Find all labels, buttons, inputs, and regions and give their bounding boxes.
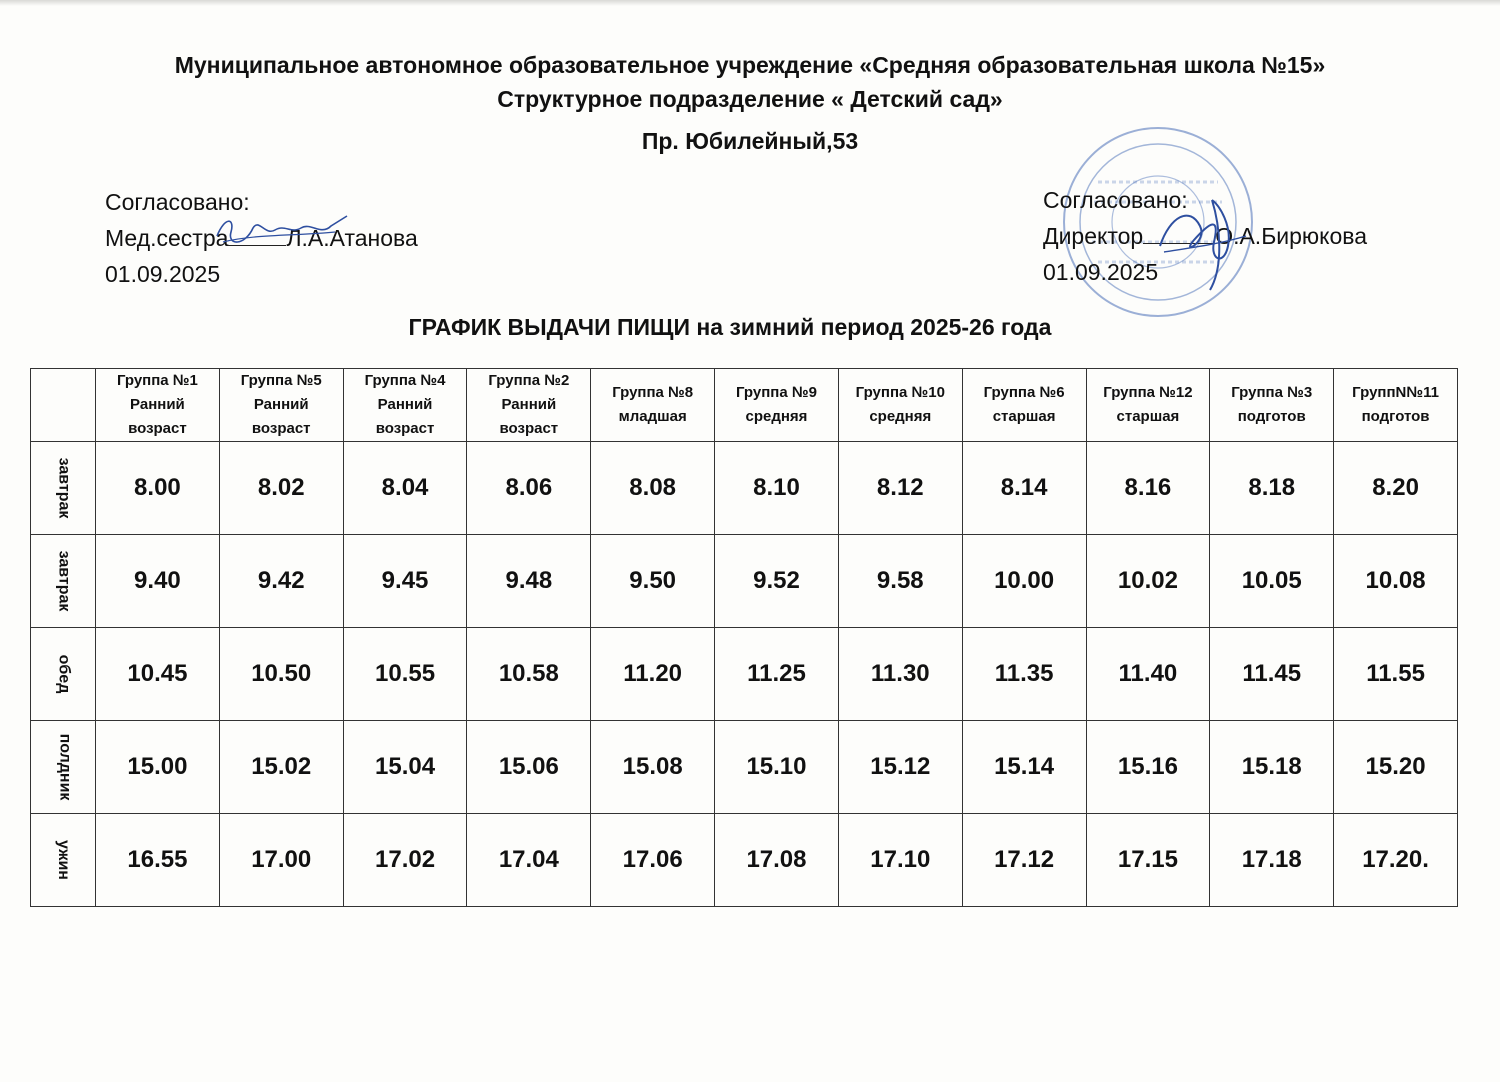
approval-label: Согласовано: (105, 189, 250, 215)
group-column-header (467, 369, 591, 442)
approval-person: Л.А.Атанова (286, 225, 418, 251)
serving-time-cell: 15.08 (591, 721, 715, 814)
meal-name: ужин (55, 840, 72, 880)
signature-line (1143, 223, 1215, 244)
serving-time-cell: 15.10 (715, 721, 839, 814)
serving-time-cell: 8.14 (962, 442, 1086, 535)
table-body (31, 442, 1458, 907)
group-header-line: возраст (251, 420, 311, 437)
serving-time-cell: 10.05 (1210, 535, 1334, 628)
address: Пр. Юбилейный,53 (641, 128, 859, 154)
group-header-line: средняя (869, 408, 932, 425)
serving-time-cell: 17.00 (219, 814, 343, 907)
serving-time-cell: 8.18 (1210, 442, 1334, 535)
table-header-row (31, 369, 1458, 442)
approval-date: 01.09.2025 (105, 261, 221, 287)
organization-name: Муниципальное автономное образовательное учреждение «Средняя образовательная школа №15» (174, 52, 1326, 78)
serving-time-cell: 15.16 (1086, 721, 1210, 814)
group-column-header (219, 369, 343, 442)
approval-label: Согласовано: (1043, 187, 1188, 213)
group-column-header (591, 369, 715, 442)
serving-time-cell: 17.04 (467, 814, 591, 907)
serving-time-cell: 15.00 (96, 721, 220, 814)
serving-time-cell: 9.40 (96, 535, 220, 628)
meal-schedule-table (30, 368, 1458, 907)
group-header-line: Группа №4 (364, 372, 446, 389)
serving-time-cell: 9.45 (343, 535, 467, 628)
document-header (0, 48, 1500, 116)
serving-time-cell: 16.55 (96, 814, 220, 907)
serving-time-cell: 10.08 (1334, 535, 1458, 628)
approval-date: 01.09.2025 (1043, 259, 1159, 285)
serving-time-cell: 11.30 (838, 628, 962, 721)
serving-time-cell: 15.12 (838, 721, 962, 814)
serving-time-cell: 9.48 (467, 535, 591, 628)
group-column-header (962, 369, 1086, 442)
serving-time-cell: 9.58 (838, 535, 962, 628)
serving-time-cell: 8.04 (343, 442, 467, 535)
serving-time-cell: 9.50 (591, 535, 715, 628)
group-column-header (343, 369, 467, 442)
serving-time-cell: 11.35 (962, 628, 1086, 721)
approval-signature-line (1043, 218, 1367, 254)
group-header-line: Ранний (253, 396, 309, 413)
serving-time-cell: 17.20. (1334, 814, 1458, 907)
serving-time-cell: 15.02 (219, 721, 343, 814)
group-header-line: подготов (1361, 408, 1430, 425)
group-header-line: Группа №2 (488, 372, 570, 389)
serving-time-cell: 10.55 (343, 628, 467, 721)
serving-time-cell: 17.12 (962, 814, 1086, 907)
serving-time-cell: 8.02 (219, 442, 343, 535)
serving-time-cell: 10.00 (962, 535, 1086, 628)
meal-name: завтрак (55, 457, 72, 519)
approval-person: О.А.Бирюкова (1215, 223, 1368, 249)
serving-time-cell: 15.20 (1334, 721, 1458, 814)
group-header-line: Ранний (501, 396, 557, 413)
table-row (31, 814, 1458, 907)
serving-time-cell: 8.16 (1086, 442, 1210, 535)
group-header-line: ГруппN№11 (1352, 384, 1439, 401)
department-name: Структурное подразделение « Детский сад» (497, 86, 1003, 112)
group-header-line: Группа №9 (736, 384, 817, 401)
table-row (31, 442, 1458, 535)
serving-time-cell: 8.10 (715, 442, 839, 535)
approval-role: Директор (1043, 223, 1144, 249)
serving-time-cell: 10.50 (219, 628, 343, 721)
approval-role: Мед.сестра (105, 225, 229, 251)
group-header-line: Группа №6 (983, 384, 1065, 401)
group-header-line: Ранний (130, 396, 185, 413)
group-column-header (715, 369, 839, 442)
serving-time-cell: 17.18 (1210, 814, 1334, 907)
serving-time-cell: 11.20 (591, 628, 715, 721)
meal-name-cell (31, 442, 96, 535)
serving-time-cell: 11.40 (1086, 628, 1210, 721)
serving-time-cell: 15.04 (343, 721, 467, 814)
serving-time-cell: 8.12 (838, 442, 962, 535)
approval-nurse (105, 184, 418, 292)
serving-time-cell: 17.02 (343, 814, 467, 907)
serving-time-cell: 8.08 (591, 442, 715, 535)
group-header-line: Группа №5 (240, 372, 322, 389)
group-header-line: Группа №10 (855, 384, 945, 401)
group-column-header (1210, 369, 1334, 442)
group-header-line: младшая (618, 408, 687, 425)
serving-time-cell: 9.52 (715, 535, 839, 628)
meal-name-cell (31, 628, 96, 721)
serving-time-cell: 8.00 (96, 442, 220, 535)
meal-name-cell (31, 814, 96, 907)
group-column-header (1086, 369, 1210, 442)
group-column-header (1334, 369, 1458, 442)
serving-time-cell: 17.06 (591, 814, 715, 907)
signature-line (228, 225, 286, 246)
serving-time-cell: 10.58 (467, 628, 591, 721)
meal-name: полдник (56, 733, 74, 801)
serving-time-cell: 15.18 (1210, 721, 1334, 814)
group-header-line: возраст (499, 420, 559, 437)
group-header-line: Группа №8 (612, 384, 694, 401)
meal-name: обед (55, 654, 72, 694)
group-header-line: Группа №1 (116, 372, 198, 389)
table-row (31, 628, 1458, 721)
serving-time-cell: 15.14 (962, 721, 1086, 814)
serving-time-cell: 15.06 (467, 721, 591, 814)
meal-name-cell (31, 535, 96, 628)
group-header-line: Ранний (377, 396, 433, 413)
group-header-line: средняя (745, 408, 808, 425)
serving-time-cell: 8.20 (1334, 442, 1458, 535)
approval-signature-line (105, 220, 418, 256)
scan-edge (0, 0, 1500, 6)
group-header-line: возраст (375, 420, 435, 437)
serving-time-cell: 11.55 (1334, 628, 1458, 721)
serving-time-cell: 8.06 (467, 442, 591, 535)
group-header-line: старшая (1116, 408, 1180, 425)
table-row (31, 721, 1458, 814)
serving-time-cell: 17.10 (838, 814, 962, 907)
approval-director (1043, 182, 1367, 290)
meal-name: завтрак (55, 550, 72, 612)
group-header-line: Группа №12 (1103, 384, 1193, 401)
group-header-line: старшая (992, 408, 1056, 425)
group-column-header (838, 369, 962, 442)
serving-time-cell: 11.45 (1210, 628, 1334, 721)
group-header-line: возраст (128, 420, 187, 437)
serving-time-cell: 17.08 (715, 814, 839, 907)
serving-time-cell: 10.02 (1086, 535, 1210, 628)
serving-time-cell: 11.25 (715, 628, 839, 721)
serving-time-cell: 17.15 (1086, 814, 1210, 907)
meal-name-cell (31, 721, 96, 814)
group-header-line: подготов (1237, 408, 1306, 425)
serving-time-cell: 10.45 (96, 628, 220, 721)
group-header-line: Группа №3 (1231, 384, 1313, 401)
table-corner-cell (31, 369, 96, 442)
schedule-title: ГРАФИК ВЫДАЧИ ПИЩИ на зимний период 2025-26 года (408, 314, 1052, 340)
table-row (31, 535, 1458, 628)
group-column-header (96, 369, 220, 442)
serving-time-cell: 9.42 (219, 535, 343, 628)
